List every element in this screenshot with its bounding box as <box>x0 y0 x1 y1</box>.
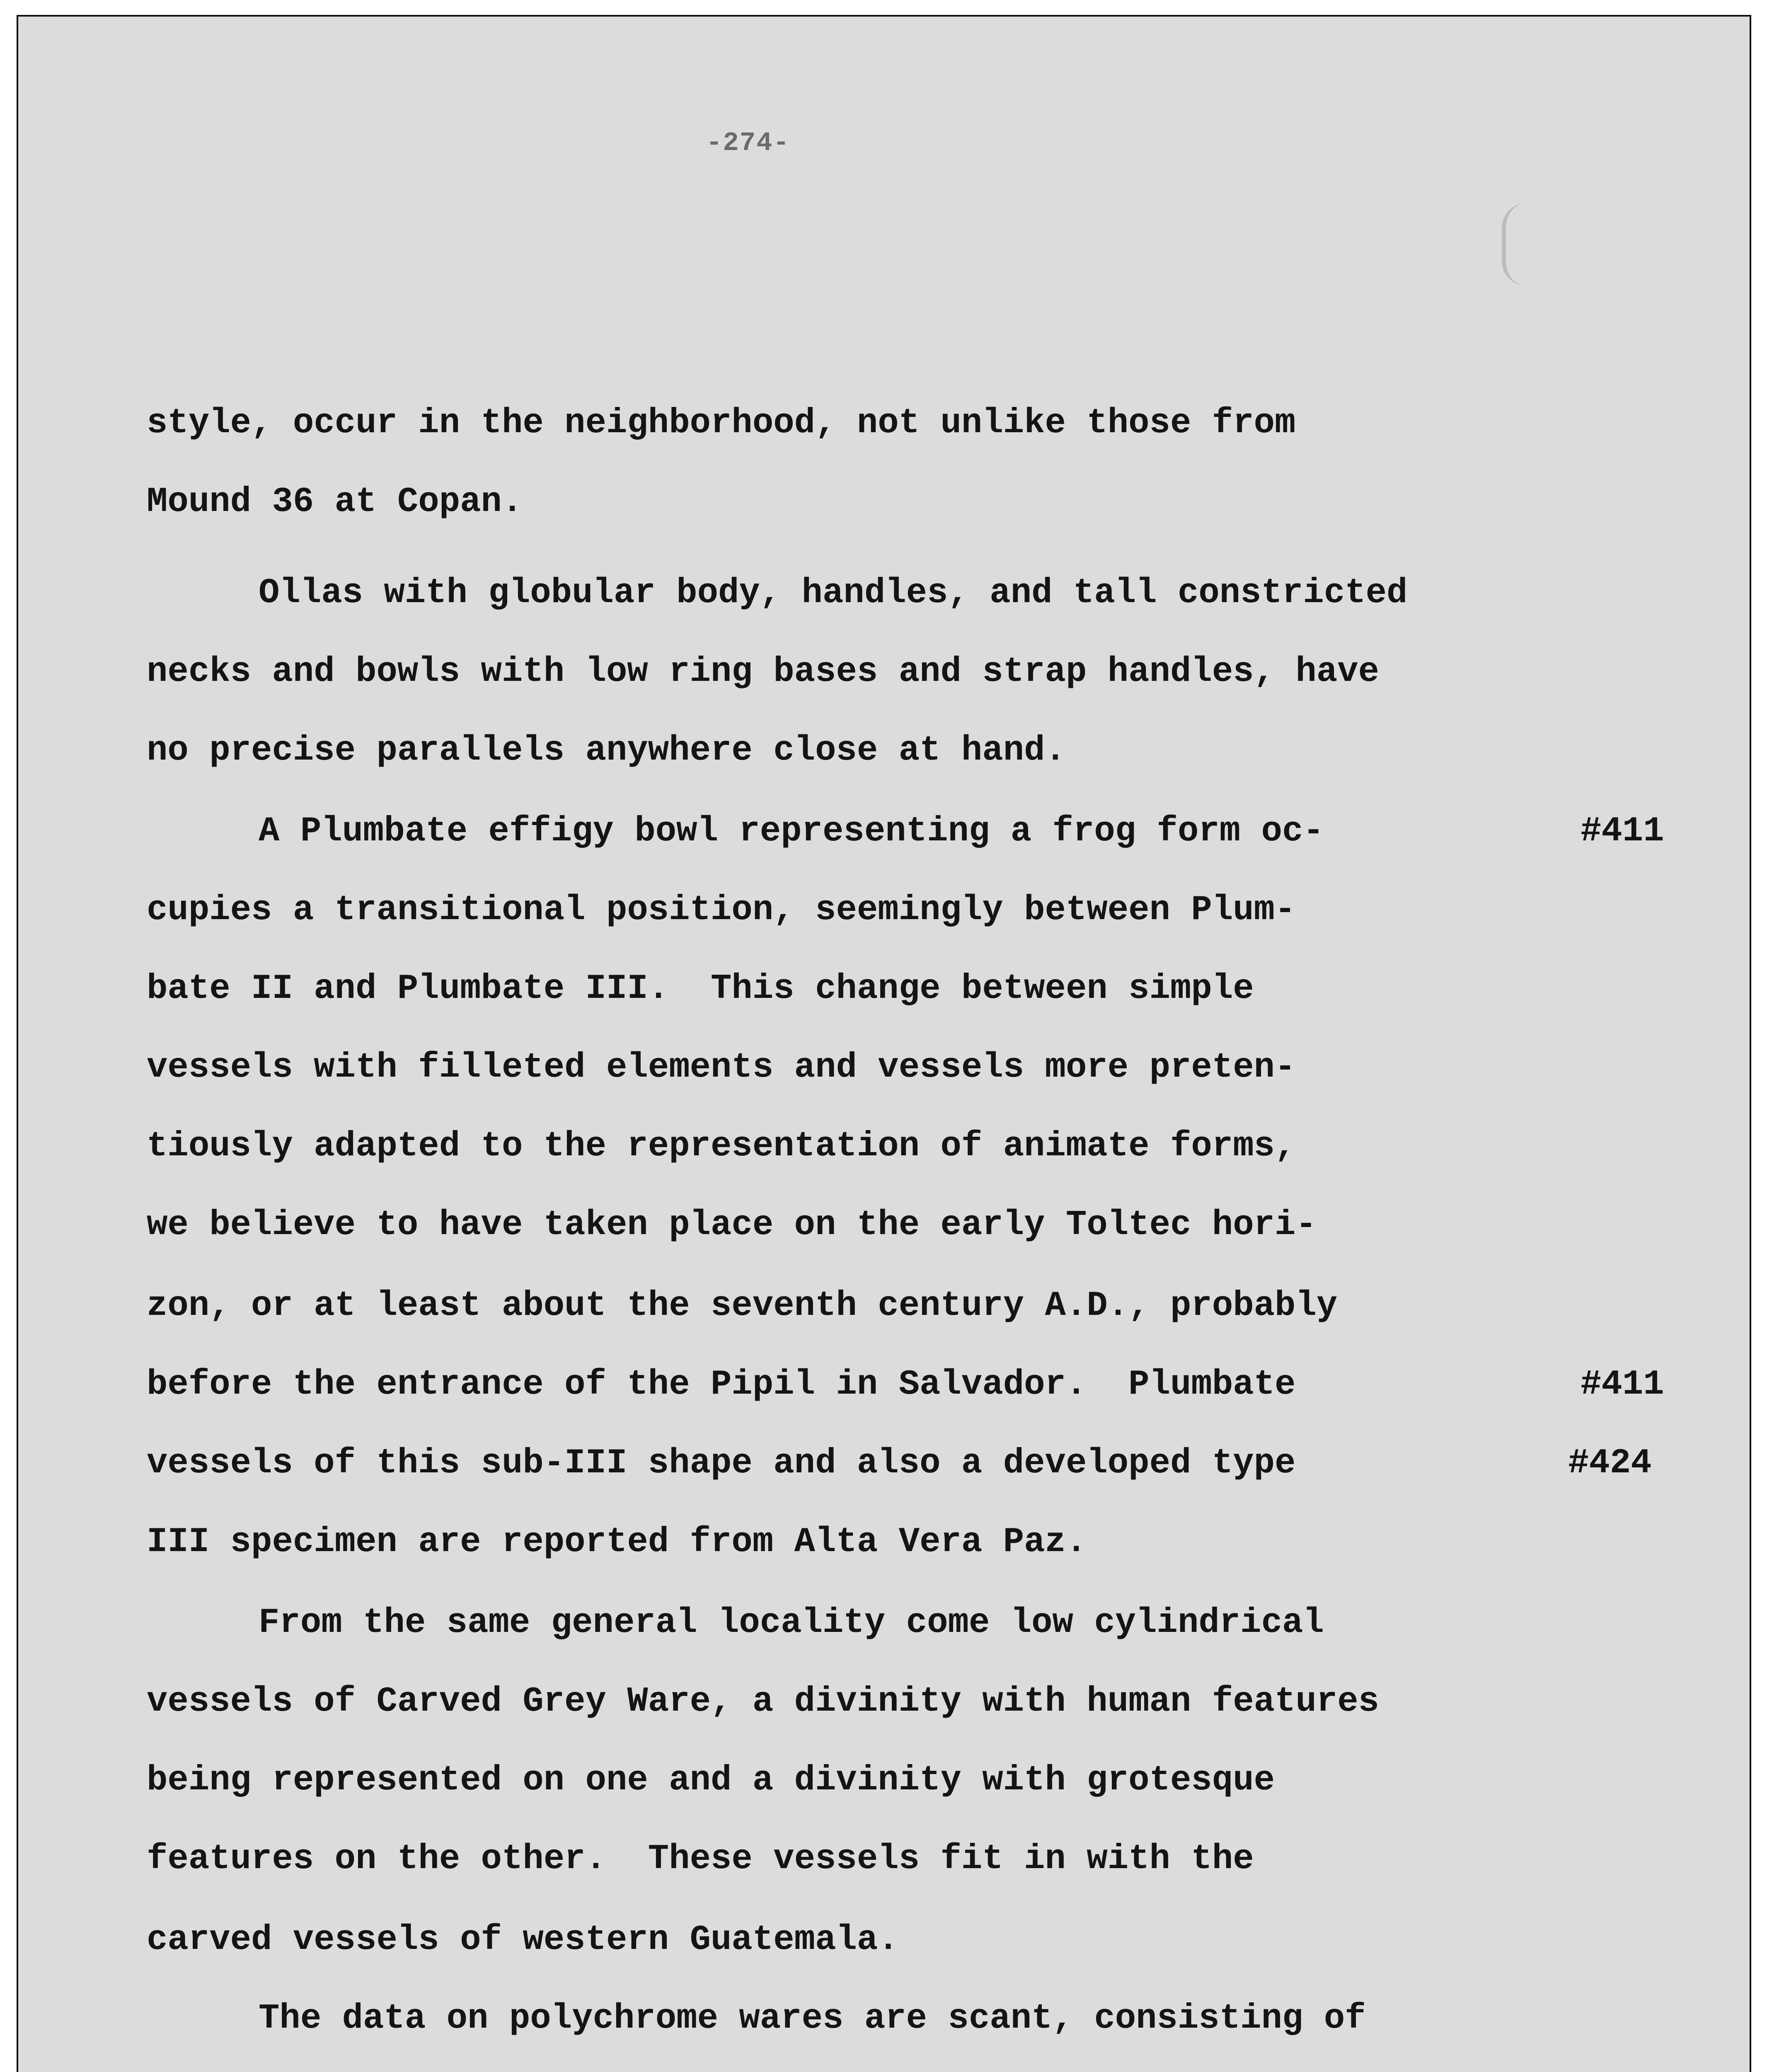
text-line: III specimen are reported from Alta Vera Paz. <box>147 1523 1087 1562</box>
text-line: we believe to have taken place on the early Toltec hori- <box>147 1205 1317 1245</box>
text-line: no precise parallels anywhere close at hand. <box>147 731 1066 770</box>
text-line: Ollas with globular body, handles, and tall constricted <box>259 574 1408 613</box>
text-line: The data on polychrome wares are scant, consisting of <box>259 1999 1366 2038</box>
text-line: necks and bowls with low ring bases and strap handles, have <box>147 652 1380 692</box>
text-line: style, occur in the neighborhood, not unlike those from <box>147 404 1296 443</box>
text-line: bate II and Plumbate III. This change between simple <box>147 969 1254 1009</box>
page-number: -274- <box>706 128 790 158</box>
text-line: features on the other. These vessels fit in with the <box>147 1840 1254 1879</box>
text-line: cupies a transitional position, seemingly between Plum- <box>147 891 1296 930</box>
text-line: From the same general locality come low cylindrical <box>259 1603 1324 1643</box>
text-line: vessels of Carved Grey Ware, a divinity with human features <box>147 1682 1380 1721</box>
text-line: vessels with filleted elements and vessels more preten- <box>147 1048 1296 1087</box>
text-line: zon, or at least about the seventh century A.D., probably <box>147 1286 1338 1326</box>
text-line: being represented on one and a divinity with grotesque <box>147 1761 1275 1800</box>
text-line: A Plumbate effigy bowl representing a frog form oc- <box>259 812 1324 851</box>
text-line: Mound 36 at Copan. <box>147 482 523 522</box>
pencil-mark <box>1502 203 1531 286</box>
margin-note: #411 <box>1581 1365 1664 1404</box>
document-page <box>17 15 1751 2072</box>
text-line: tiously adapted to the representation of animate forms, <box>147 1127 1296 1166</box>
text-line: carved vessels of western Guatemala. <box>147 1920 899 1960</box>
margin-note: #411 <box>1581 812 1664 851</box>
margin-note: #424 <box>1568 1444 1652 1483</box>
text-line: before the entrance of the Pipil in Salvador. Plumbate <box>147 1365 1296 1404</box>
text-line: vessels of this sub-III shape and also a developed type <box>147 1444 1296 1483</box>
